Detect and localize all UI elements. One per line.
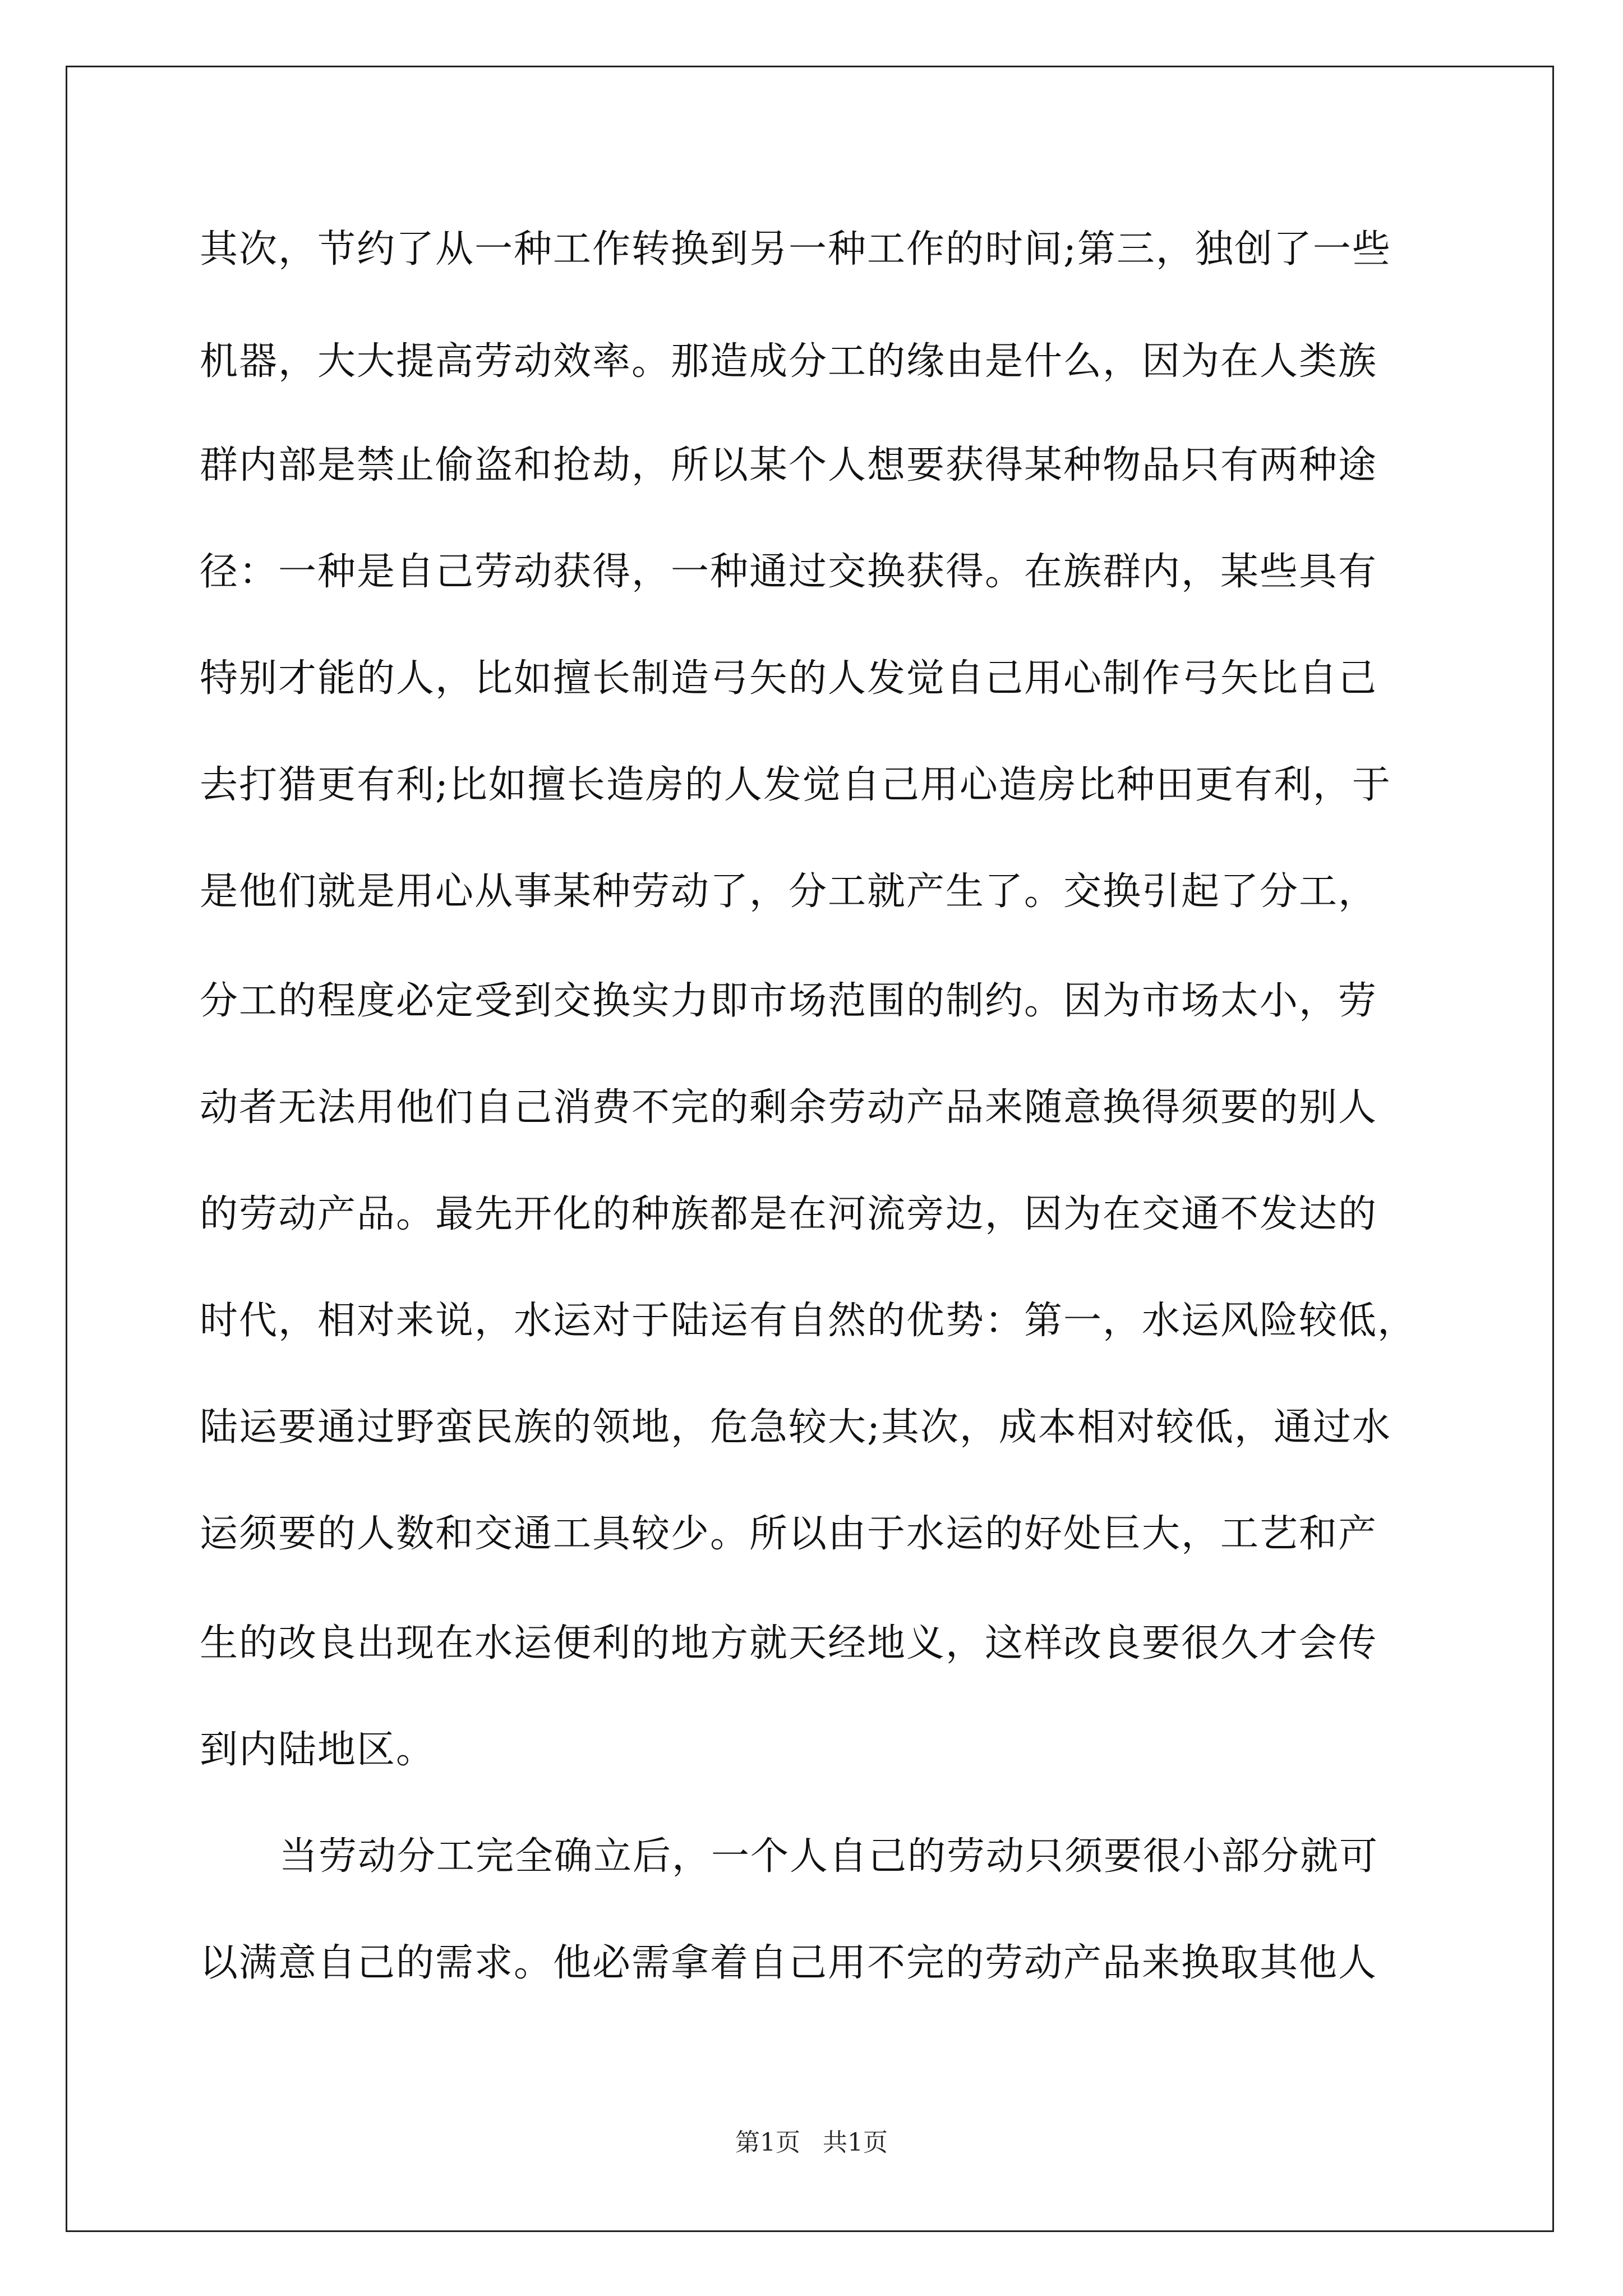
text-line: 时代，相对来说，水运对于陆运有自然的优势：第一，水运风险较低， [200,1299,1417,1343]
text-line: 机器，大大提高劳动效率。那造成分工的缘由是什么，因为在人类族 [200,339,1378,384]
text-line: 去打猎更有利;比如擅长造房的人发觉自己用心造房比种田更有利，于 [200,763,1391,807]
text-line: 陆运要通过野蛮民族的领地，危急较大;其次，成本相对较低，通过水 [200,1405,1391,1450]
text-line: 群内部是禁止偷盗和抢劫，所以某个人想要获得某种物品只有两种途 [200,443,1378,487]
text-line: 以满意自己的需求。他必需拿着自己用不完的劳动产品来换取其他人 [200,1941,1378,1985]
text-line: 是他们就是用心从事某种劳动了，分工就产生了。交换引起了分工， [200,869,1378,914]
text-line: 运须要的人数和交通工具较少。所以由于水运的好处巨大，工艺和产 [200,1512,1378,1556]
text-line: 径：一种是自己劳动获得，一种通过交换获得。在族群内，某些具有 [200,550,1378,594]
page-border [66,66,1554,2232]
page-total: 共1页 [823,2128,888,2157]
text-line: 分工的程度必定受到交换实力即市场范围的制约。因为市场太小，劳 [200,979,1378,1023]
text-line: 的劳动产品。最先开化的种族都是在河流旁边，因为在交通不发达的 [200,1192,1378,1236]
text-line: 到内陆地区。 [200,1728,436,1772]
text-line: 动者无法用他们自己消费不完的剩余劳动产品来随意换得须要的别人 [200,1085,1378,1130]
text-line: 其次，节约了从一种工作转换到另一种工作的时间;第三，独创了一些 [200,227,1391,272]
paragraph-first-line: 当劳动分工完全确立后，一个人自己的劳动只须要很小部分就可 [279,1834,1379,1879]
text-line: 生的改良出现在水运便利的地方就天经地义，这样改良要很久才会传 [200,1621,1378,1665]
text-line: 特别才能的人，比如擅长制造弓矢的人发觉自己用心制作弓矢比自己 [200,656,1378,701]
page-footer [0,2126,1623,2160]
page-number: 第1页 [735,2128,800,2157]
